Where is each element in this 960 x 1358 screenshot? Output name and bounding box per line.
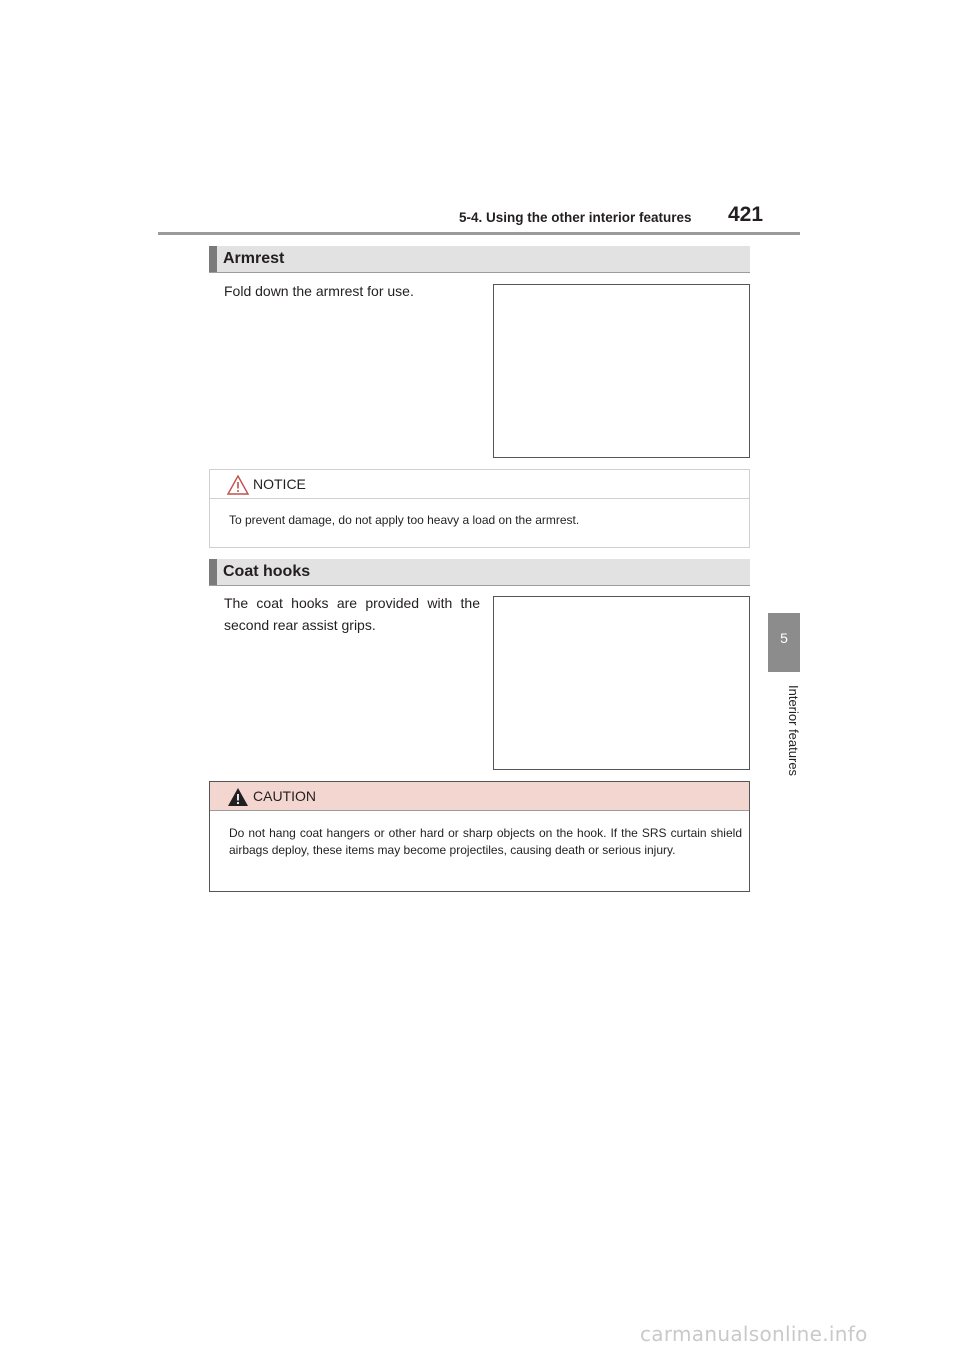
notice-label: NOTICE xyxy=(253,476,306,492)
section-heading-armrest xyxy=(209,246,750,273)
notice-text: To prevent damage, do not apply too heavy a load on the armrest. xyxy=(229,513,580,527)
caution-box xyxy=(209,781,750,892)
heading-bar xyxy=(209,246,217,272)
chapter-number: 5 xyxy=(780,630,788,646)
section-title-armrest: Armrest xyxy=(223,250,285,267)
heading-bar xyxy=(209,559,217,585)
section-title-coat-hooks: Coat hooks xyxy=(223,563,311,580)
caution-text: Do not hang coat hangers or other hard or sharp objects on the hook. If the SRS curtain shield airbags deploy, these items may become projectiles, causing death or serious injury. xyxy=(229,826,742,857)
page-number: 421 xyxy=(728,203,764,226)
notice-header xyxy=(210,470,749,499)
coat-hooks-figure xyxy=(493,596,750,770)
caution-header xyxy=(210,782,749,811)
notice-box xyxy=(209,469,750,548)
caution-label: CAUTION xyxy=(253,788,316,804)
watermark: carmanualsonline.info xyxy=(640,1322,868,1346)
chapter-label: Interior features xyxy=(786,685,801,777)
header-rule xyxy=(158,232,800,235)
caution-triangle-icon xyxy=(227,787,249,807)
armrest-figure xyxy=(493,284,750,458)
chapter-label-container xyxy=(752,685,816,805)
armrest-text: Fold down the armrest for use. xyxy=(224,283,414,299)
coat-hooks-text: The coat hooks are provided with the second rear assist grips. xyxy=(224,595,480,633)
running-header-section: 5-4. Using the other interior features xyxy=(459,210,692,225)
warning-triangle-icon xyxy=(227,475,249,495)
section-heading-coat-hooks xyxy=(209,559,750,586)
